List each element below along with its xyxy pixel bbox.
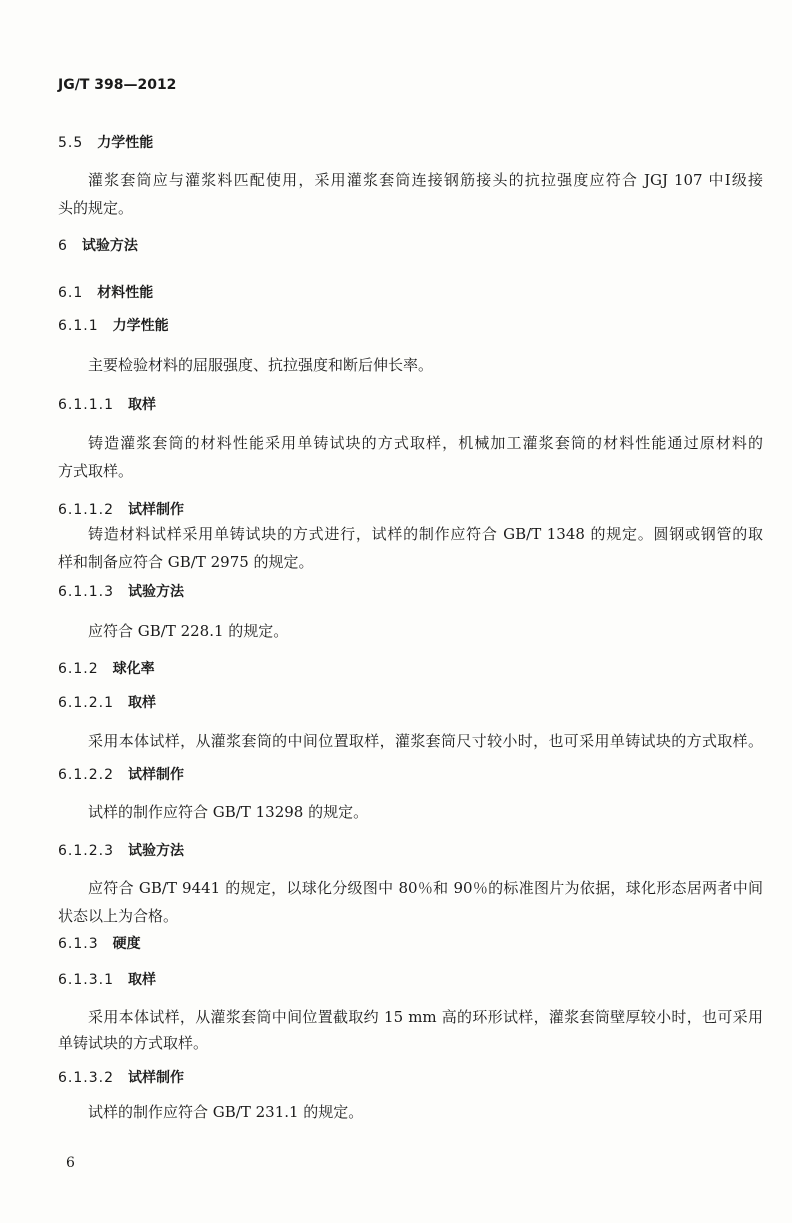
section-number: 6.1.1.1: [58, 397, 114, 413]
section-heading: [58, 283, 153, 303]
document-header: JG/T 398—2012: [58, 77, 177, 93]
paragraph-line: 灌浆套筒应与灌浆料匹配使用，采用灌浆套筒连接钢筋接头的抗拉强度应符合 JGJ 107 中Ⅰ级接: [88, 171, 763, 189]
section-title: 力学性能: [112, 318, 169, 334]
section-title: 取样: [127, 397, 156, 413]
section-heading: [58, 316, 169, 336]
section-heading: [58, 1068, 184, 1088]
paragraph-line: 单铸试块的方式取样。: [58, 1034, 209, 1052]
paragraph-line: 样和制备应符合 GB/T 2975 的规定。: [58, 553, 314, 571]
section-number: 6.1.1.3: [58, 584, 114, 600]
section-number: 6.1: [58, 285, 84, 301]
paragraph-line: 试样的制作应符合 GB/T 13298 的规定。: [88, 803, 369, 821]
paragraph-line: 应符合 GB/T 9441 的规定，以球化分级图中 80％和 90％的标准图片为依据，球化形态居两者中间: [88, 879, 763, 897]
section-heading: [58, 693, 156, 713]
paragraph-line: 铸造灌浆套筒的材料性能采用单铸试块的方式取样，机械加工灌浆套筒的材料性能通过原材料的: [88, 434, 763, 452]
section-title: 试验方法: [127, 843, 184, 859]
section-number: 6: [58, 238, 68, 254]
section-number: 5.5: [58, 135, 84, 151]
paragraph-line: 采用本体试样，从灌浆套筒中间位置截取约 15 mm 高的环形试样，灌浆套筒壁厚较小时，也可采用: [88, 1008, 763, 1026]
section-title: 取样: [127, 972, 156, 988]
page-number: 6: [66, 1155, 75, 1171]
section-number: 6.1.2.3: [58, 843, 114, 859]
section-number: 6.1.2.2: [58, 767, 114, 783]
section-heading: [58, 659, 155, 679]
section-heading: [58, 395, 156, 415]
section-title: 材料性能: [97, 285, 154, 301]
section-heading: [58, 236, 138, 256]
section-heading: [58, 841, 184, 861]
section-heading: [58, 934, 141, 954]
section-number: 6.1.2.1: [58, 695, 114, 711]
paragraph-line: 状态以上为合格。: [58, 907, 179, 925]
section-title: 试样制作: [127, 1070, 184, 1086]
section-number: 6.1.1.2: [58, 502, 114, 518]
section-title: 球化率: [112, 661, 155, 677]
section-number: 6.1.3: [58, 936, 99, 952]
section-heading: [58, 765, 184, 785]
section-title: 试验方法: [81, 238, 138, 254]
section-title: 试验方法: [127, 584, 184, 600]
section-heading: [58, 582, 184, 602]
paragraph-line: 铸造材料试样采用单铸试块的方式进行，试样的制作应符合 GB/T 1348 的规定。圆钢或钢管的取: [88, 525, 763, 543]
section-number: 6.1.3.2: [58, 1070, 114, 1086]
section-heading: [58, 133, 153, 153]
paragraph-line: 试样的制作应符合 GB/T 231.1 的规定。: [88, 1103, 364, 1121]
section-title: 硬度: [112, 936, 141, 952]
section-heading: [58, 970, 156, 990]
section-number: 6.1.3.1: [58, 972, 114, 988]
paragraph-line: 方式取样。: [58, 462, 134, 480]
paragraph-line: 主要检验材料的屈服强度、抗拉强度和断后伸长率。: [88, 356, 434, 374]
section-title: 力学性能: [97, 135, 154, 151]
section-heading: [58, 500, 184, 520]
section-title: 试样制作: [127, 502, 184, 518]
section-number: 6.1.1: [58, 318, 99, 334]
section-number: 6.1.2: [58, 661, 99, 677]
section-title: 试样制作: [127, 767, 184, 783]
paragraph-line: 应符合 GB/T 228.1 的规定。: [88, 622, 289, 640]
paragraph-line: 头的规定。: [58, 199, 134, 217]
paragraph-line: 采用本体试样，从灌浆套筒的中间位置取样，灌浆套筒尺寸较小时，也可采用单铸试块的方式取样。: [88, 732, 763, 750]
section-title: 取样: [127, 695, 156, 711]
